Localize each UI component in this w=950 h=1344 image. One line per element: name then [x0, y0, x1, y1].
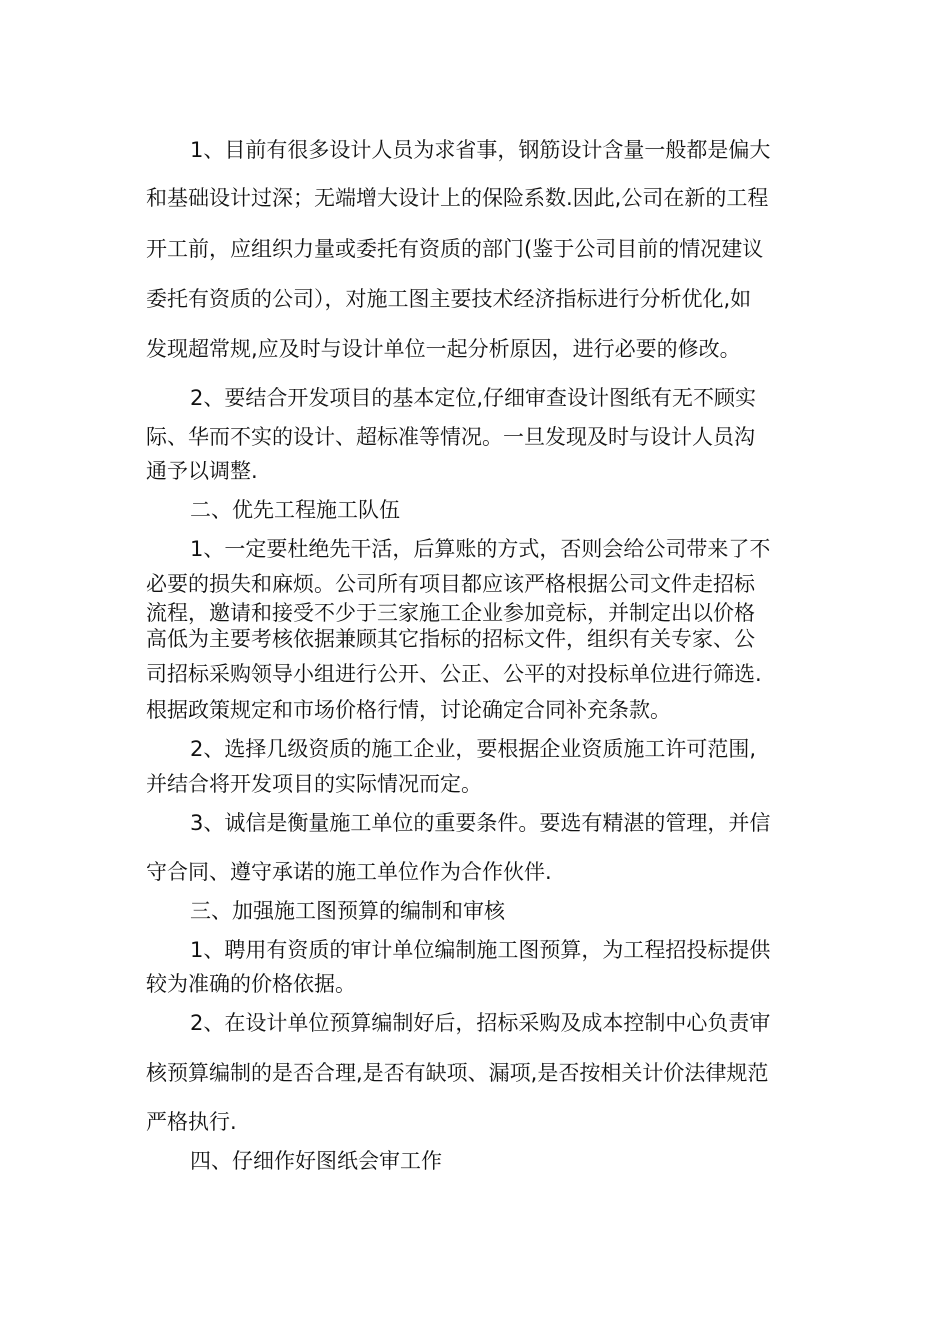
paragraph-line: 通予以调整. [146, 459, 258, 483]
paragraph-line: 3、诚信是衡量施工单位的重要条件。要选有精湛的管理，并信 [190, 811, 771, 835]
paragraph-line: 较为准确的价格依据。 [146, 972, 356, 996]
paragraph-line: 2、在设计单位预算编制好后，招标采购及成本控制中心负责审 [190, 1011, 771, 1035]
paragraph-line: 1、一定要杜绝先干活，后算账的方式，否则会给公司带来了不 [190, 537, 771, 561]
paragraph-line: 核预算编制的是否合理,是否有缺项、漏项,是否按相关计价法律规范 [146, 1061, 769, 1085]
paragraph-line: 和基础设计过深；无端增大设计上的保险系数.因此,公司在新的工程 [146, 186, 769, 210]
paragraph-line: 发现超常规,应及时与设计单位一起分析原因，进行必要的修改。 [146, 337, 741, 361]
section-heading: 二、优先工程施工队伍 [190, 498, 400, 522]
paragraph-line: 2、选择几级资质的施工企业，要根据企业资质施工许可范围, [190, 737, 757, 761]
section-heading: 三、加强施工图预算的编制和审核 [190, 899, 505, 923]
section-heading: 四、仔细作好图纸会审工作 [190, 1149, 442, 1173]
paragraph-line: 1、目前有很多设计人员为求省事，钢筋设计含量一般都是偏大 [190, 138, 771, 162]
paragraph-line: 司招标采购领导小组进行公开、公正、公平的对投标单位进行筛选. [146, 662, 762, 686]
paragraph-line: 并结合将开发项目的实际情况而定。 [146, 772, 482, 796]
paragraph-line: 严格执行. [146, 1110, 237, 1134]
paragraph-line: 必要的损失和麻烦。公司所有项目都应该严格根据公司文件走招标 [146, 572, 755, 596]
paragraph-line: 高低为主要考核依据兼顾其它指标的招标文件，组织有关专家、公 [146, 627, 755, 651]
paragraph-line: 开工前，应组织力量或委托有资质的部门(鉴于公司目前的情况建议 [146, 237, 764, 261]
paragraph-line: 际、华而不实的设计、超标准等情况。一旦发现及时与设计人员沟 [146, 425, 755, 449]
paragraph-line: 流程，邀请和接受不少于三家施工企业参加竞标，并制定出以价格 [146, 601, 755, 625]
paragraph-line: 委托有资质的公司），对施工图主要技术经济指标进行分析优化,如 [146, 287, 752, 311]
paragraph-line: 根据政策规定和市场价格行情，讨论确定合同补充条款。 [146, 698, 671, 722]
paragraph-line: 守合同、遵守承诺的施工单位作为合作伙伴. [146, 860, 552, 884]
paragraph-line: 1、聘用有资质的审计单位编制施工图预算，为工程招投标提供 [190, 938, 771, 962]
paragraph-line: 2、要结合开发项目的基本定位,仔细审查设计图纸有无不顾实 [190, 386, 757, 410]
